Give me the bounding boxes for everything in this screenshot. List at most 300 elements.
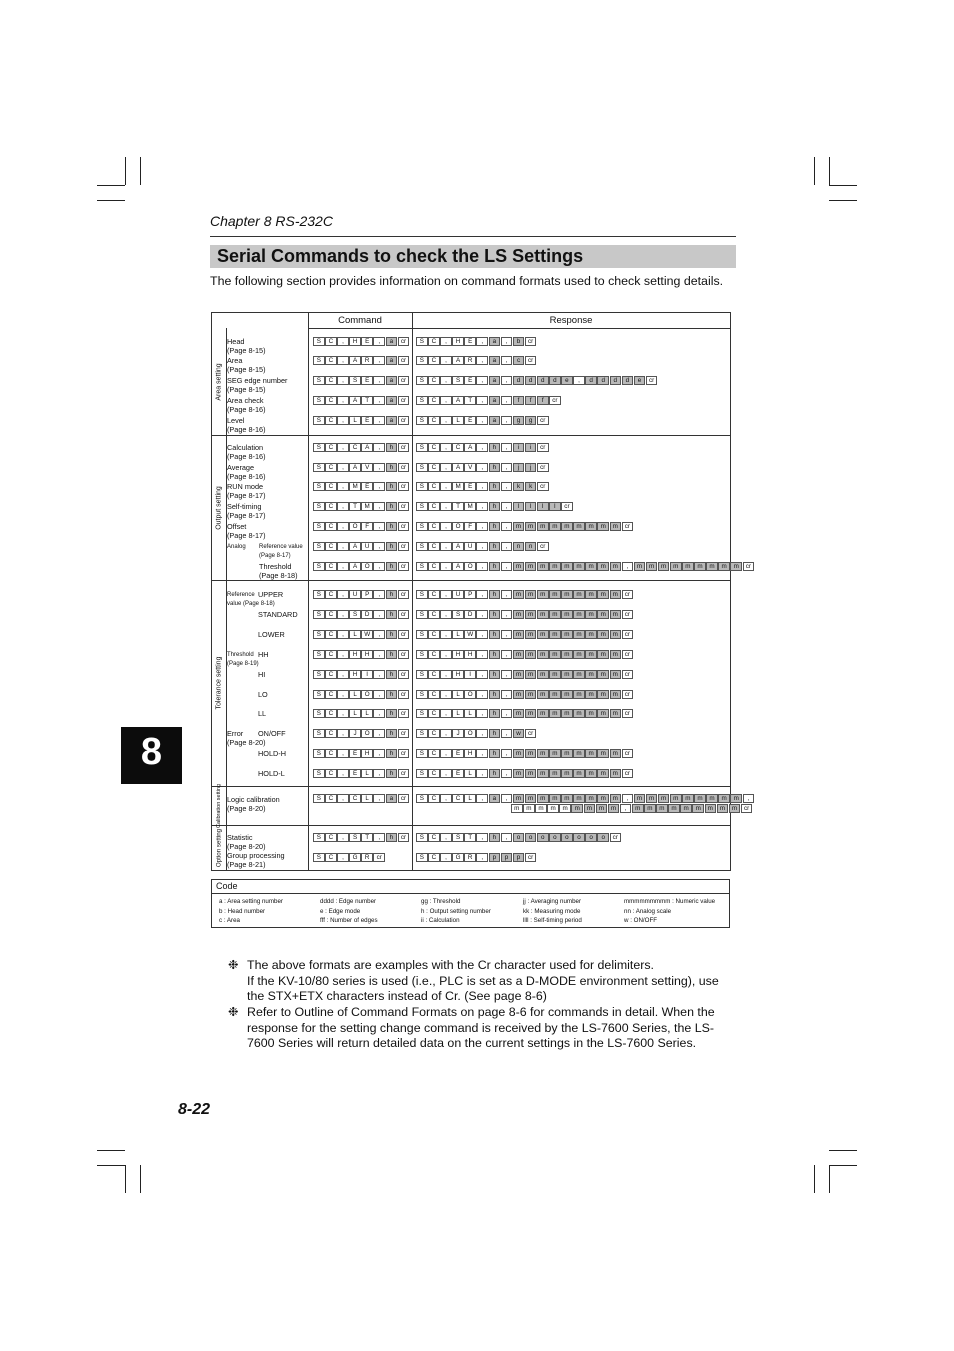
char-cell: , (501, 376, 513, 385)
char-cell-row (313, 590, 410, 599)
char-cell: , (373, 650, 385, 659)
char-cell: A (361, 443, 373, 452)
char-cell: l (525, 502, 537, 511)
char-cell: A (452, 396, 464, 405)
char-cell: m (656, 804, 668, 813)
char-cell: cr (741, 804, 753, 813)
char-cell: h (386, 463, 398, 472)
char-cell: , (440, 356, 452, 365)
char-cell: C (325, 794, 337, 803)
char-cell: C (428, 562, 440, 571)
code-entry: ii : Calculation (421, 917, 460, 925)
char-cell: h (386, 769, 398, 778)
char-cell: m (525, 690, 537, 699)
char-cell: m (513, 690, 525, 699)
char-cell-row (313, 749, 410, 758)
char-cell-row (313, 562, 410, 571)
char-cell: , (476, 794, 488, 803)
char-cell: m (525, 769, 537, 778)
char-cell: cr (398, 562, 410, 571)
char-cell: m (537, 610, 549, 619)
char-cell: C (428, 610, 440, 619)
char-cell: h (386, 590, 398, 599)
char-cell: m (537, 690, 549, 699)
char-cell: m (573, 709, 585, 718)
row-label: ON/OFF (258, 729, 286, 738)
char-cell: S (313, 610, 325, 619)
char-cell: C (325, 482, 337, 491)
char-cell: , (440, 443, 452, 452)
char-cell: m (597, 794, 609, 803)
char-cell: m (549, 690, 561, 699)
char-cell: a (489, 794, 501, 803)
crop-mark (829, 1165, 857, 1166)
char-cell: h (489, 749, 501, 758)
char-cell: m (573, 630, 585, 639)
char-cell: m (658, 562, 670, 571)
char-cell: G (452, 853, 464, 862)
char-cell: a (386, 337, 398, 346)
char-cell: b (513, 337, 525, 346)
char-cell: h (489, 610, 501, 619)
row-label: Threshold (Page 8-18) (259, 562, 298, 580)
char-cell-row (416, 416, 549, 425)
char-cell: S (416, 690, 428, 699)
title-bar (210, 245, 736, 268)
char-cell: h (386, 630, 398, 639)
header-rule-line (308, 328, 730, 329)
char-cell: , (501, 356, 513, 365)
char-cell: , (337, 396, 349, 405)
char-cell: m (585, 610, 597, 619)
row-label: Area check (Page 8-16) (227, 396, 266, 414)
char-cell: m (682, 562, 694, 571)
char-cell: U (349, 590, 361, 599)
char-cell: , (476, 562, 488, 571)
char-cell: , (337, 794, 349, 803)
char-cell: , (373, 749, 385, 758)
char-cell: , (440, 794, 452, 803)
char-cell: h (489, 769, 501, 778)
group-rule-line (212, 786, 730, 787)
char-cell: h (489, 670, 501, 679)
char-cell: , (501, 522, 513, 531)
char-cell: , (373, 590, 385, 599)
chapter-tab-number: 8 (140, 731, 163, 773)
char-cell: S (313, 416, 325, 425)
char-cell: , (337, 482, 349, 491)
char-cell: , (501, 749, 513, 758)
code-entry: w : ON/OFF (624, 917, 657, 925)
char-cell: , (476, 416, 488, 425)
char-cell: , (337, 833, 349, 842)
char-cell: m (573, 690, 585, 699)
row-label: Error (Page 8-20) (227, 729, 266, 747)
char-cell: m (573, 650, 585, 659)
char-cell: m (610, 590, 622, 599)
char-cell: m (549, 590, 561, 599)
char-cell: S (313, 482, 325, 491)
char-cell: , (501, 709, 513, 718)
char-cell: m (513, 794, 525, 803)
char-cell: C (428, 337, 440, 346)
char-cell-row (416, 729, 537, 738)
char-cell: h (489, 463, 501, 472)
char-cell-row (511, 804, 753, 813)
char-cell: , (373, 396, 385, 405)
char-cell: D (361, 610, 373, 619)
char-cell: , (476, 630, 488, 639)
char-cell: m (670, 794, 682, 803)
char-cell: , (501, 590, 513, 599)
char-cell: , (501, 502, 513, 511)
char-cell: , (501, 690, 513, 699)
char-cell: , (622, 562, 634, 571)
char-cell: , (337, 562, 349, 571)
char-cell: , (476, 729, 488, 738)
char-cell: m (634, 794, 646, 803)
char-cell: m (597, 590, 609, 599)
char-cell: V (361, 463, 373, 472)
char-cell-row (416, 833, 622, 842)
char-cell: j (525, 463, 537, 472)
char-cell: , (337, 729, 349, 738)
group-label-text: Calibration setting (216, 783, 222, 828)
char-cell: , (440, 749, 452, 758)
char-cell: C (428, 630, 440, 639)
char-cell: a (489, 356, 501, 365)
char-cell: A (452, 542, 464, 551)
group-label-text: Tolerance setting (215, 656, 223, 710)
row-label: Calculation (Page 8-16) (227, 443, 266, 461)
command-table (211, 312, 751, 871)
code-title: Code (216, 881, 238, 891)
char-cell: S (313, 729, 325, 738)
char-cell: C (325, 337, 337, 346)
char-cell: , (476, 502, 488, 511)
char-cell: F (361, 522, 373, 531)
code-column (320, 897, 378, 926)
char-cell-row (313, 769, 410, 778)
char-cell: m (585, 630, 597, 639)
char-cell: m (525, 709, 537, 718)
char-cell: J (349, 729, 361, 738)
char-cell: , (501, 833, 513, 842)
char-cell: l (513, 502, 525, 511)
row-label: RUN mode (Page 8-17) (227, 482, 266, 500)
char-cell: m (525, 670, 537, 679)
char-cell: S (416, 502, 428, 511)
char-cell: C (325, 610, 337, 619)
char-cell: , (476, 610, 488, 619)
char-cell: S (416, 670, 428, 679)
char-cell: , (373, 729, 385, 738)
char-cell: , (337, 853, 349, 862)
char-cell: , (337, 610, 349, 619)
char-cell: e (561, 376, 573, 385)
char-cell: S (416, 482, 428, 491)
char-cell: J (452, 729, 464, 738)
char-cell: E (464, 482, 476, 491)
char-cell: , (622, 794, 634, 803)
code-rule (212, 893, 729, 894)
char-cell: C (428, 729, 440, 738)
char-cell: cr (398, 610, 410, 619)
chapter-tab (121, 727, 182, 784)
char-cell-row (313, 630, 410, 639)
char-cell: d (549, 376, 561, 385)
char-cell-row (416, 356, 537, 365)
char-cell: H (361, 650, 373, 659)
char-cell: m (596, 804, 608, 813)
crop-mark (829, 1165, 830, 1193)
char-cell: m (585, 794, 597, 803)
char-cell: m (547, 804, 559, 813)
char-cell-row (416, 443, 549, 452)
char-cell: m (513, 522, 525, 531)
char-cell: m (559, 804, 571, 813)
char-cell: m (537, 630, 549, 639)
char-cell: h (489, 542, 501, 551)
char-cell: , (501, 562, 513, 571)
char-cell: m (680, 804, 692, 813)
char-cell: H (464, 749, 476, 758)
char-cell: M (349, 482, 361, 491)
char-cell: I (361, 670, 373, 679)
char-cell: T (361, 833, 373, 842)
char-cell: C (428, 650, 440, 659)
char-cell: m (597, 610, 609, 619)
crop-mark (125, 157, 126, 185)
char-cell: , (440, 853, 452, 862)
char-cell-row (416, 502, 573, 511)
char-cell: m (513, 749, 525, 758)
char-cell: C (428, 853, 440, 862)
char-cell: C (428, 522, 440, 531)
char-cell: , (440, 690, 452, 699)
char-cell: S (416, 356, 428, 365)
char-cell: k (525, 482, 537, 491)
char-cell: m (610, 670, 622, 679)
page-title: Serial Commands to check the LS Settings (217, 246, 584, 266)
char-cell: h (489, 482, 501, 491)
char-cell: S (416, 562, 428, 571)
char-cell: , (440, 709, 452, 718)
char-cell: cr (537, 482, 549, 491)
char-cell: U (452, 590, 464, 599)
char-cell: m (597, 562, 609, 571)
char-cell: cr (398, 794, 410, 803)
char-cell: h (386, 690, 398, 699)
char-cell: , (476, 356, 488, 365)
char-cell: , (440, 337, 452, 346)
char-cell: , (337, 376, 349, 385)
char-cell: R (464, 853, 476, 862)
char-cell: m (549, 749, 561, 758)
char-cell: m (561, 749, 573, 758)
char-cell: H (452, 337, 464, 346)
char-cell: T (361, 396, 373, 405)
char-cell: , (337, 443, 349, 452)
char-cell: m (597, 690, 609, 699)
char-cell: , (373, 522, 385, 531)
char-cell: m (549, 650, 561, 659)
code-column (421, 897, 491, 926)
char-cell: m (549, 709, 561, 718)
char-cell: h (386, 562, 398, 571)
char-cell: , (440, 562, 452, 571)
char-cell: c (513, 356, 525, 365)
row-label: HH (258, 650, 269, 659)
char-cell: S (416, 630, 428, 639)
char-cell: h (489, 522, 501, 531)
code-entry: nn : Analog scale (624, 907, 672, 915)
char-cell: C (325, 650, 337, 659)
char-cell: S (416, 709, 428, 718)
char-cell: S (313, 502, 325, 511)
char-cell: m (597, 650, 609, 659)
crop-mark (814, 1165, 815, 1193)
char-cell: E (349, 769, 361, 778)
code-entry: gg : Threshold (421, 898, 461, 905)
char-cell: m (646, 562, 658, 571)
char-cell: a (489, 416, 501, 425)
char-cell-row (313, 853, 386, 862)
char-cell-row (313, 542, 410, 551)
char-cell: m (610, 610, 622, 619)
char-cell: S (416, 833, 428, 842)
char-cell: h (386, 833, 398, 842)
char-cell: S (313, 690, 325, 699)
char-cell: h (386, 443, 398, 452)
char-cell: , (501, 650, 513, 659)
char-cell: , (373, 562, 385, 571)
char-cell: C (428, 749, 440, 758)
char-cell: m (585, 690, 597, 699)
char-cell-row (313, 502, 410, 511)
char-cell-row (416, 610, 634, 619)
char-cell: S (416, 396, 428, 405)
char-cell: E (452, 769, 464, 778)
char-cell: m (610, 769, 622, 778)
char-cell: m (585, 562, 597, 571)
char-cell: a (386, 356, 398, 365)
char-cell: cr (398, 729, 410, 738)
char-cell: , (476, 376, 488, 385)
char-cell-row (416, 769, 634, 778)
char-cell: , (440, 650, 452, 659)
char-cell: m (585, 769, 597, 778)
char-cell-row (416, 853, 537, 862)
char-cell: cr (646, 376, 658, 385)
char-cell: m (573, 794, 585, 803)
char-cell: m (573, 562, 585, 571)
char-cell: L (452, 630, 464, 639)
char-cell: L (361, 794, 373, 803)
char-cell: m (535, 804, 547, 813)
group-label (212, 435, 226, 580)
char-cell: m (597, 709, 609, 718)
char-cell: A (349, 562, 361, 571)
row-label: Average (Page 8-16) (227, 463, 266, 481)
char-cell: cr (525, 729, 537, 738)
header-rule (210, 236, 736, 237)
row-label: Threshold (Page 8-19) (227, 652, 259, 667)
char-cell: C (325, 376, 337, 385)
char-cell: m (610, 522, 622, 531)
char-cell: C (428, 463, 440, 472)
char-cell: cr (398, 356, 410, 365)
char-cell: E (361, 416, 373, 425)
char-cell-row (313, 794, 410, 803)
char-cell: E (361, 482, 373, 491)
char-cell: , (373, 833, 385, 842)
char-cell: a (386, 396, 398, 405)
char-cell: h (386, 709, 398, 718)
char-cell: C (325, 542, 337, 551)
char-cell-row (416, 482, 549, 491)
char-cell: m (597, 769, 609, 778)
char-cell: h (489, 650, 501, 659)
char-cell: g (525, 416, 537, 425)
char-cell: m (525, 650, 537, 659)
char-cell: , (440, 729, 452, 738)
char-cell: , (476, 337, 488, 346)
char-cell: , (373, 376, 385, 385)
char-cell: C (428, 769, 440, 778)
char-cell: m (561, 522, 573, 531)
char-cell: C (452, 794, 464, 803)
char-cell: , (440, 769, 452, 778)
char-cell: C (325, 443, 337, 452)
char-cell: , (501, 769, 513, 778)
char-cell: S (313, 337, 325, 346)
char-cell: m (668, 804, 680, 813)
char-cell-row (313, 376, 410, 385)
char-cell: S (313, 630, 325, 639)
column-header-command: Command (338, 315, 382, 326)
char-cell: h (386, 650, 398, 659)
char-cell: cr (622, 610, 634, 619)
char-cell: m (670, 562, 682, 571)
crop-mark (140, 157, 141, 185)
row-label: LO (258, 690, 268, 699)
char-cell: E (464, 416, 476, 425)
char-cell-row (313, 356, 410, 365)
char-cell: E (361, 337, 373, 346)
char-cell-row (416, 562, 755, 571)
char-cell: , (440, 416, 452, 425)
char-cell: , (337, 590, 349, 599)
char-cell: , (373, 502, 385, 511)
char-cell: m (718, 794, 730, 803)
crop-mark (97, 200, 125, 201)
char-cell: C (428, 590, 440, 599)
char-cell: H (452, 650, 464, 659)
char-cell: m (692, 804, 704, 813)
char-cell: C (325, 749, 337, 758)
char-cell-row (313, 650, 410, 659)
char-cell: O (361, 690, 373, 699)
char-cell: , (373, 630, 385, 639)
char-cell: m (573, 610, 585, 619)
code-column (624, 897, 715, 926)
char-cell: C (325, 463, 337, 472)
char-cell: i (513, 443, 525, 452)
char-cell: L (349, 630, 361, 639)
code-entry: h : Output setting number (421, 907, 491, 915)
char-cell: h (489, 690, 501, 699)
